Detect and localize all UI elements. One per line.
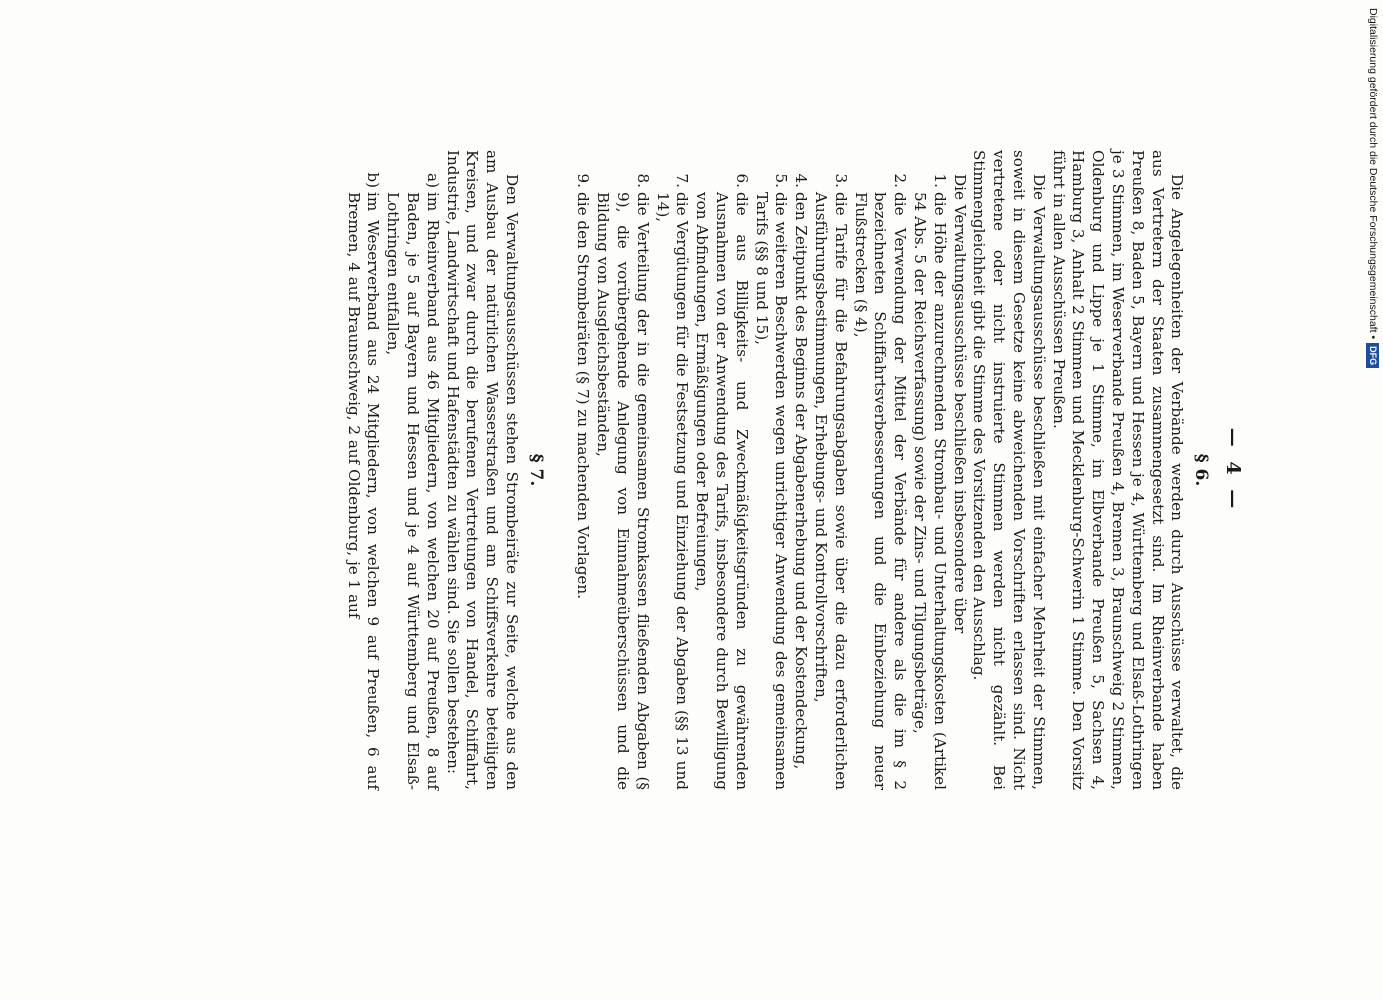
section-6-heading: § 6.: [1191, 453, 1212, 487]
section-7-paragraph-1: Den Verwaltungsausschüssen stehen Strombeiräte zur Seite, welche aus den am Ausbau der natürlichen Wasserstraßen und am Schiffsverkehre beteiligten Kreisen, und zwar durch die berufenen Vertretungen von Handel, Schiffahrt, Industrie, Landwirtschaft und Hafenstädten zu wählen sind. Sie sollen bestehen:: [443, 150, 521, 790]
list-item: [909, 150, 949, 790]
digitization-credit-text: Digitalisierung gefördert durch die Deutsche Forschungsgemeinschaft •: [1367, 8, 1379, 340]
list-item-number: 6.: [732, 173, 751, 188]
list-item: [652, 150, 692, 790]
list-item-text: die Höhe der anzurechnenden Strombau- und Unterhaltungskosten (Artikel 54 Abs. 5 der Reichsverfassung) sowie der Zins- und Tilgungsbeträge,: [911, 192, 949, 790]
list-item-text: im Weserverband aus 24 Mitgliedern, von welchen 9 auf Preußen, 6 auf Bremen, 4 auf Braunschweig, 2 auf Oldenburg, je 1 auf: [344, 192, 383, 790]
list-item-text: die Vergütungen für die Festsetzung und Einziehung der Abgaben (§§ 13 und 14),: [653, 192, 692, 790]
list-item-number: a): [423, 173, 442, 188]
rotated-document-page: [108, 150, 1248, 790]
list-item-text: die den Strombeiräten (§ 7) zu machenden Vorlagen.: [574, 192, 593, 600]
list-item: [850, 150, 909, 790]
list-item: [593, 150, 652, 790]
section-6-paragraph-1: Die Angelegenheiten der Verbände werden durch Ausschüsse verwaltet, die aus Vertretern der Staaten zusammengesetzt sind. Im Rheinverbande haben Preußen 8, Baden 5, Bayern und Hessen je 4, Württemberg und Elsaß-Lothringen je 3 Stimmen, im Weserverbande Preußen 4, Bremen 3, Braunschweig 2 Stimmen, Oldenburg und Lippe je 1 Stimme, im Elbverbande Preußen 5, Sachsen 4, Hamburg 3, Anhalt 2 Stimmen und Mecklenburg-Schwerin 1 Stimme. Den Vorsitz führt in allen Ausschüssen Preußen.: [1049, 150, 1187, 790]
list-item-text: die Verteilung der in die gemeinsamen Stromkassen fließenden Abgaben (§ 9), die vorübergehende Anlegung von Einnahmeüberschüssen und die Bildung von Ausgleichsbeständen,: [594, 192, 652, 790]
dfg-logo: DFG: [1367, 343, 1380, 368]
list-item-number: 1.: [930, 173, 949, 188]
section-6-list: [573, 150, 949, 790]
page-content: [108, 150, 1248, 790]
section-7-heading: § 7.: [525, 453, 546, 487]
list-item-number: 4.: [792, 173, 811, 188]
list-item-number: 3.: [831, 173, 850, 188]
list-item-number: b): [364, 172, 383, 188]
list-item-number: 2.: [891, 173, 910, 188]
section-6-paragraph-3: Die Verwaltungsausschüsse beschließen insbesondere über: [950, 174, 969, 634]
page-number: — 4 —: [1222, 427, 1244, 513]
list-item-text: die Verwendung der Mittel der Verbände für andere als die im § 2 bezeichneten Schiffahrtsverbesserungen und die Einbeziehung neuer Flußstrecken (§ 4),: [851, 192, 910, 790]
list-item: [343, 150, 383, 790]
section-7-list: [343, 150, 442, 790]
list-item: [691, 150, 750, 790]
list-item: [790, 150, 810, 790]
list-item-number: 9.: [574, 173, 593, 188]
list-item-text: die Tarife für die Befahrungsabgaben sowie über die dazu erforderlichen Ausführungsbestimmungen, Erhebungs- und Kontrollvorschriften,: [812, 192, 850, 790]
list-item-text: den Zeitpunkt des Beginns der Abgabenerhebung und der Kostendeckung,: [792, 192, 811, 770]
list-item-number: 7.: [673, 173, 692, 188]
list-item-text: die weiteren Beschwerden wegen unrichtiger Anwendung des gemeinsamen Tarifs (§§ 8 und 15),: [752, 192, 791, 790]
list-item: [810, 150, 850, 790]
digitization-credit: [1366, 8, 1380, 992]
list-item: [382, 150, 441, 790]
list-item: [751, 150, 791, 790]
list-item: [573, 150, 593, 790]
list-item-text: im Rheinverband aus 46 Mitgliedern, von welchen 20 auf Preußen, 8 auf Baden, je 5 auf Bayern und Hessen und je 4 auf Württemberg und Elsaß-Lothringen entfallen,: [384, 192, 442, 790]
list-item-number: 8.: [633, 173, 652, 188]
section-spacer: [551, 150, 573, 790]
list-item-text: die aus Billigkeits- und Zweckmäßigkeitsgründen zu gewährenden Ausnahmen von der Anwendung des Tarifs, insbesondere durch Bewilligung von Abfindungen, Ermäßigungen oder Befreiungen,: [693, 192, 751, 790]
list-item-number: 5.: [772, 173, 791, 188]
section-6-paragraph-2: Die Verwaltungsausschüsse beschließen mit einfacher Mehrheit der Stimmen, soweit in diesem Gesetze keine abweichenden Vorschriften erlassen sind. Nicht vertretene oder nicht instruierte Stimmen werden nicht gezählt. Bei Stimmengleichheit gibt die Stimme des Vorsitzenden den Ausschlag.: [970, 150, 1048, 790]
